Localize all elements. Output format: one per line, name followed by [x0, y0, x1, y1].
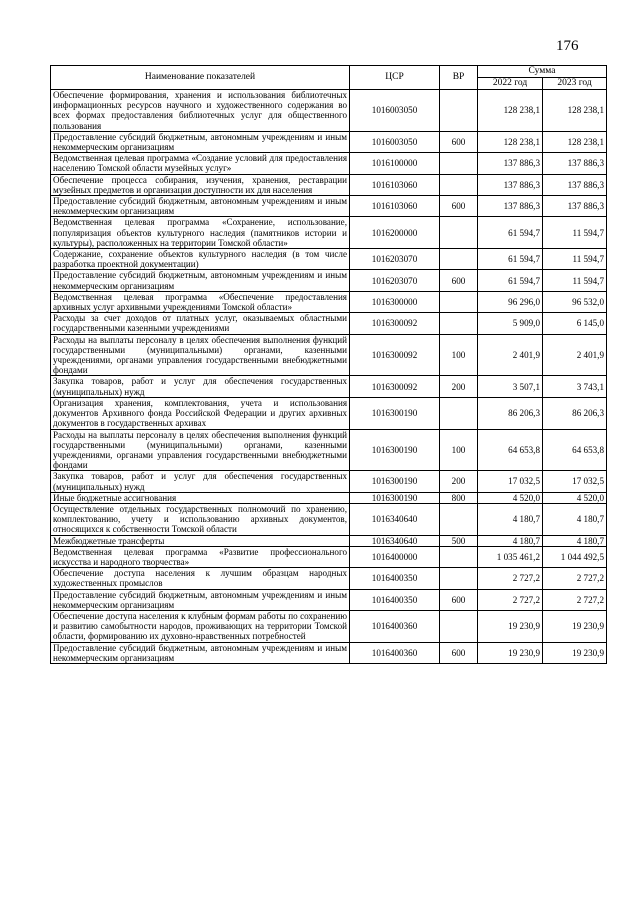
table-row	[51, 503, 607, 535]
row-sum-2022: 2 401,9	[478, 334, 543, 376]
row-sum-2023: 2 401,9	[543, 334, 607, 376]
row-sum-2023: 3 743,1	[543, 376, 607, 397]
row-vr	[440, 568, 478, 589]
row-sum-2023: 2 727,2	[543, 589, 607, 610]
row-name: Предоставление субсидий бюджетным, автономным учреждениям и иным некоммерческим организациям	[51, 589, 350, 610]
row-sum-2022: 128 238,1	[478, 131, 543, 152]
row-vr: 600	[440, 270, 478, 291]
row-code: 1016200000	[350, 217, 440, 249]
row-code: 1016400360	[350, 610, 440, 642]
row-vr	[440, 249, 478, 270]
row-vr: 200	[440, 471, 478, 492]
row-vr: 100	[440, 334, 478, 376]
row-code: 1016400360	[350, 642, 440, 663]
row-code: 1016300190	[350, 397, 440, 429]
row-vr	[440, 174, 478, 195]
row-sum-2023: 19 230,9	[543, 642, 607, 663]
table-row	[51, 397, 607, 429]
table-row	[51, 642, 607, 663]
table-row	[51, 174, 607, 195]
table-row	[51, 535, 607, 546]
row-name: Обеспечение доступа населения к клубным формам работы по сохранению и развитию самобытности народов, проживающих на территории Томской области, формированию их духовно-нравственных потребностей	[51, 610, 350, 642]
row-sum-2023: 11 594,7	[543, 249, 607, 270]
row-name: Ведомственная целевая программа «Сохранение, использование, популяризация объектов культурного наследия (памятников истории и культуры), расположенных на территории Томской области»	[51, 217, 350, 249]
row-vr	[440, 546, 478, 567]
row-sum-2023: 96 532,0	[543, 291, 607, 312]
row-sum-2022: 2 727,2	[478, 589, 543, 610]
row-sum-2022: 61 594,7	[478, 217, 543, 249]
row-code: 1016103060	[350, 196, 440, 217]
row-vr: 800	[440, 492, 478, 503]
header-code: ЦСР	[350, 66, 440, 90]
table-row	[51, 131, 607, 152]
row-sum-2022: 4 520,0	[478, 492, 543, 503]
row-name: Обеспечение доступа населения к лучшим образцам народных художественных промыслов	[51, 568, 350, 589]
table-row	[51, 334, 607, 376]
row-sum-2023: 137 886,3	[543, 196, 607, 217]
row-sum-2022: 137 886,3	[478, 174, 543, 195]
table-row	[51, 471, 607, 492]
row-vr	[440, 503, 478, 535]
row-vr: 600	[440, 131, 478, 152]
row-name: Ведомственная целевая программа «Создание условий для предоставления населению Томской области музейных услуг»	[51, 153, 350, 174]
table-row	[51, 291, 607, 312]
row-name: Осуществление отдельных государственных полномочий по хранению, комплектованию, учету и использованию архивных документов, относящихся к собственности Томской области	[51, 503, 350, 535]
row-code: 1016300190	[350, 429, 440, 471]
row-name: Закупка товаров, работ и услуг для обеспечения государственных (муниципальных) нужд	[51, 471, 350, 492]
table-row	[51, 429, 607, 471]
table-row	[51, 568, 607, 589]
table-body	[51, 90, 607, 664]
table-header	[51, 66, 607, 90]
row-name: Межбюджетные трансферты	[51, 535, 350, 546]
row-name: Предоставление субсидий бюджетным, автономным учреждениям и иным некоммерческим организациям	[51, 270, 350, 291]
row-vr: 600	[440, 196, 478, 217]
row-sum-2023: 2 727,2	[543, 568, 607, 589]
row-sum-2022: 128 238,1	[478, 90, 543, 132]
row-vr	[440, 397, 478, 429]
row-sum-2022: 1 035 461,2	[478, 546, 543, 567]
row-vr: 100	[440, 429, 478, 471]
row-vr	[440, 610, 478, 642]
row-code: 1016300000	[350, 291, 440, 312]
row-code: 1016300092	[350, 313, 440, 334]
row-sum-2022: 96 296,0	[478, 291, 543, 312]
row-name: Закупка товаров, работ и услуг для обеспечения государственных (муниципальных) нужд	[51, 376, 350, 397]
row-sum-2022: 4 180,7	[478, 535, 543, 546]
table-row	[51, 589, 607, 610]
row-code: 1016203070	[350, 270, 440, 291]
row-vr	[440, 153, 478, 174]
row-sum-2022: 137 886,3	[478, 196, 543, 217]
table-row	[51, 90, 607, 132]
table-row	[51, 196, 607, 217]
row-code: 1016400350	[350, 589, 440, 610]
page-number: 176	[556, 38, 579, 54]
table-row	[51, 249, 607, 270]
row-vr	[440, 217, 478, 249]
row-name: Иные бюджетные ассигнования	[51, 492, 350, 503]
row-sum-2022: 64 653,8	[478, 429, 543, 471]
row-sum-2023: 137 886,3	[543, 174, 607, 195]
row-sum-2023: 86 206,3	[543, 397, 607, 429]
row-sum-2023: 11 594,7	[543, 270, 607, 291]
row-code: 1016400350	[350, 568, 440, 589]
table-row	[51, 492, 607, 503]
header-vr: ВР	[440, 66, 478, 90]
row-code: 1016300190	[350, 471, 440, 492]
row-vr	[440, 90, 478, 132]
header-name: Наименование показателей	[51, 66, 350, 90]
row-sum-2022: 61 594,7	[478, 249, 543, 270]
row-sum-2022: 137 886,3	[478, 153, 543, 174]
header-year-2023: 2023 год	[543, 78, 607, 90]
header-sum: Сумма	[478, 66, 607, 78]
row-sum-2023: 6 145,0	[543, 313, 607, 334]
budget-table	[50, 65, 607, 664]
row-vr: 600	[440, 589, 478, 610]
row-name: Организация хранения, комплектования, учета и использования документов Архивного фонда Российской Федерации и других архивных документов в государственных архивах	[51, 397, 350, 429]
row-name: Расходы за счет доходов от платных услуг, оказываемых областными государственными казенными учреждениями	[51, 313, 350, 334]
row-code: 1016203070	[350, 249, 440, 270]
row-name: Содержание, сохранение объектов культурного наследия (в том числе разработка проектной документации)	[51, 249, 350, 270]
row-sum-2022: 61 594,7	[478, 270, 543, 291]
row-sum-2022: 5 909,0	[478, 313, 543, 334]
row-sum-2023: 128 238,1	[543, 90, 607, 132]
row-sum-2022: 3 507,1	[478, 376, 543, 397]
row-vr: 600	[440, 642, 478, 663]
row-name: Ведомственная целевая программа «Обеспечение предоставления архивных услуг архивными учреждениями Томской области»	[51, 291, 350, 312]
table-row	[51, 313, 607, 334]
row-name: Предоставление субсидий бюджетным, автономным учреждениям и иным некоммерческим организациям	[51, 196, 350, 217]
row-code: 1016340640	[350, 503, 440, 535]
row-code: 1016300092	[350, 376, 440, 397]
row-vr: 200	[440, 376, 478, 397]
table-row	[51, 546, 607, 567]
row-sum-2023: 64 653,8	[543, 429, 607, 471]
row-name: Обеспечение процесса собирания, изучения, хранения, реставрации музейных предметов и организация доступности их для населения	[51, 174, 350, 195]
row-sum-2022: 2 727,2	[478, 568, 543, 589]
row-vr	[440, 313, 478, 334]
row-sum-2023: 4 180,7	[543, 503, 607, 535]
row-sum-2023: 137 886,3	[543, 153, 607, 174]
row-code: 1016300092	[350, 334, 440, 376]
row-sum-2023: 4 520,0	[543, 492, 607, 503]
row-sum-2022: 86 206,3	[478, 397, 543, 429]
row-code: 1016003050	[350, 131, 440, 152]
row-name: Расходы на выплаты персоналу в целях обеспечения выполнения функций государственными (муниципальными) органами, казенными учреждениями, органами управления государственными внебюджетными фондами	[51, 334, 350, 376]
row-sum-2023: 17 032,5	[543, 471, 607, 492]
row-name: Предоставление субсидий бюджетным, автономным учреждениям и иным некоммерческим организациям	[51, 131, 350, 152]
row-name: Предоставление субсидий бюджетным, автономным учреждениям и иным некоммерческим организациям	[51, 642, 350, 663]
row-code: 1016103060	[350, 174, 440, 195]
row-sum-2023: 11 594,7	[543, 217, 607, 249]
row-sum-2022: 17 032,5	[478, 471, 543, 492]
row-sum-2022: 19 230,9	[478, 610, 543, 642]
row-sum-2022: 19 230,9	[478, 642, 543, 663]
table-row	[51, 610, 607, 642]
row-name: Ведомственная целевая программа «Развитие профессионального искусства и народного творчества»	[51, 546, 350, 567]
row-vr	[440, 291, 478, 312]
table-row	[51, 270, 607, 291]
row-name: Обеспечение формирования, хранения и использования библиотечных информационных ресурсов научного и художественного содержания во всех формах предоставления библиотечных услуг для общественного пользования	[51, 90, 350, 132]
row-sum-2023: 1 044 492,5	[543, 546, 607, 567]
row-sum-2023: 4 180,7	[543, 535, 607, 546]
row-sum-2023: 128 238,1	[543, 131, 607, 152]
row-code: 1016003050	[350, 90, 440, 132]
table-row	[51, 217, 607, 249]
row-code: 1016400000	[350, 546, 440, 567]
row-name: Расходы на выплаты персоналу в целях обеспечения выполнения функций государственными (муниципальными) органами, казенными учреждениями, органами управления государственными внебюджетными фондами	[51, 429, 350, 471]
row-vr: 500	[440, 535, 478, 546]
row-code: 1016100000	[350, 153, 440, 174]
row-sum-2023: 19 230,9	[543, 610, 607, 642]
row-code: 1016340640	[350, 535, 440, 546]
header-year-2022: 2022 год	[478, 78, 543, 90]
row-code: 1016300190	[350, 492, 440, 503]
table-row	[51, 153, 607, 174]
table-row	[51, 376, 607, 397]
row-sum-2022: 4 180,7	[478, 503, 543, 535]
